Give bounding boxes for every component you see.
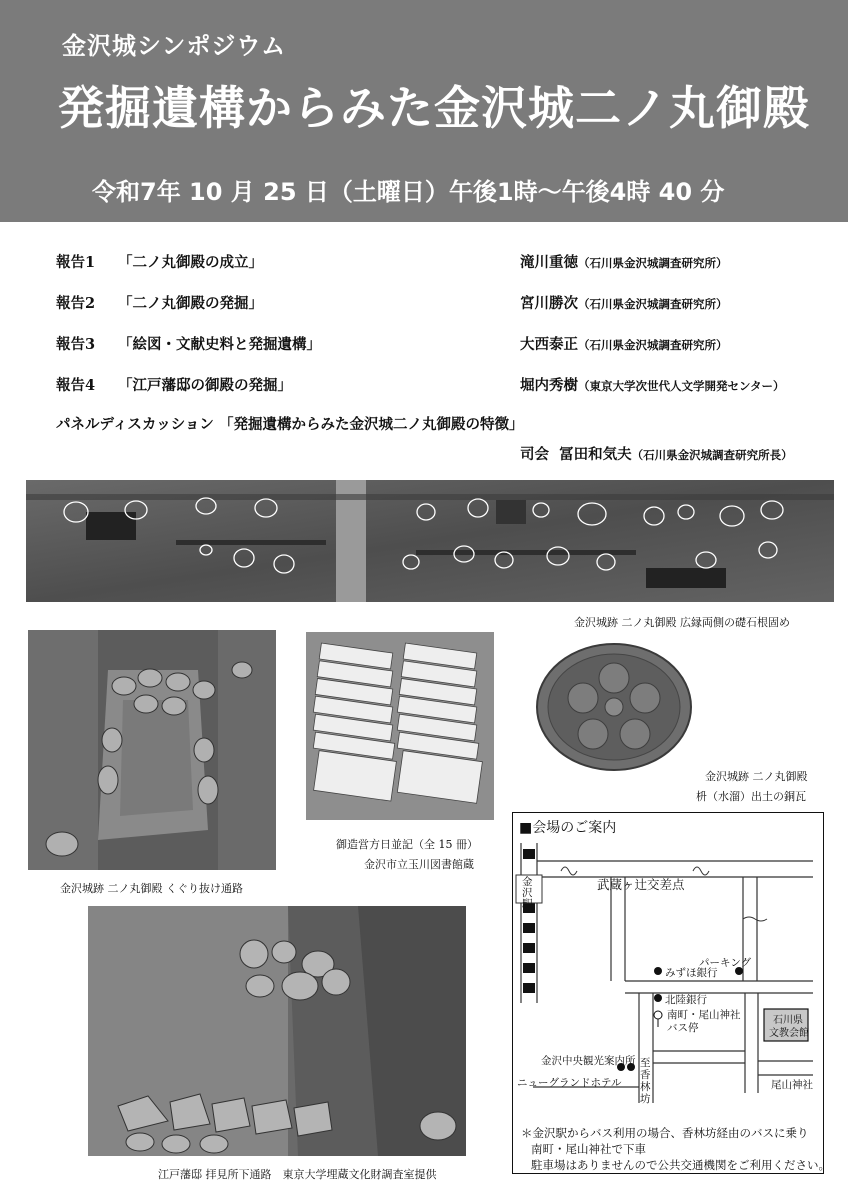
report-4-label: 報告4 — [56, 377, 96, 394]
report-2-title: 「二ノ丸御殿の発掘」 — [118, 295, 263, 312]
report-1-title: 「二ノ丸御殿の成立」 — [118, 254, 263, 271]
aerial-excavation-photo — [26, 480, 834, 602]
map-hokuriku-bank: 北陸銀行 — [665, 994, 707, 1006]
moderator: 司会 冨田和気夫（石川県金沢城調査研究所長） — [520, 446, 793, 463]
tile-caption-2: 枡（水溜）出土の銅瓦 — [696, 790, 806, 803]
map-hotel: ニューグランドホテル — [517, 1077, 622, 1089]
map-note-1: ＊金沢駅からバス利用の場合、香林坊経由のバスに乗り — [521, 1126, 809, 1140]
roof-tile-image — [535, 642, 693, 772]
aerial-caption: 金沢城跡 二ノ丸御殿 広縁両側の礎石根固め — [574, 616, 790, 629]
map-bus-stop-2: バス停 — [667, 1022, 699, 1034]
map-note-2: 南町・尾山神社で下車 — [531, 1142, 646, 1156]
aerial-photo-art — [26, 480, 834, 602]
passage-photo — [28, 630, 276, 870]
map-heading: ■会場のご案内 — [519, 820, 617, 836]
documents-photo — [306, 632, 494, 820]
main-title: 発掘遺構からみた金沢城二ノ丸御殿 — [58, 81, 810, 135]
map-station-label: 金沢駅 — [522, 876, 533, 910]
report-3-label: 報告3 — [56, 336, 96, 353]
map-venue-label-1: 石川県 — [773, 1015, 803, 1026]
report-1-label: 報告1 — [56, 254, 96, 271]
map-oyama-shrine: 尾山神社 — [771, 1079, 813, 1091]
map-note-3: 駐車場はありませんので公共交通機関をご利用ください。 — [531, 1158, 830, 1172]
map-tourist-info: 金沢中央観光案内所 — [541, 1055, 636, 1067]
report-3-title: 「絵図・文献史料と発掘遺構」 — [118, 336, 321, 353]
event-date: 令和7年 10 月 25 日（土曜日）午後1時～午後4時 40 分 — [92, 178, 725, 206]
series-title: 金沢城シンポジウム — [62, 32, 287, 60]
report-1-speaker: 滝川重徳（石川県金沢城調査研究所） — [520, 254, 728, 271]
map-parking-label: パーキング — [699, 957, 752, 969]
panel-discussion: パネルディスカッション 「発掘遺構からみた金沢城二ノ丸御殿の特徴」 — [56, 416, 524, 433]
map-bus-stop-1: 南町・尾山神社 — [667, 1009, 741, 1021]
edo-photo-art — [88, 906, 466, 1156]
map-mizuho-bank: みずほ銀行 — [665, 967, 718, 979]
edo-caption: 江戸藩邸 拝見所下通路 東京大学埋蔵文化財調査室提供 — [158, 1168, 437, 1181]
edo-passage-photo — [88, 906, 466, 1156]
passage-photo-art — [28, 630, 276, 870]
report-2-label: 報告2 — [56, 295, 96, 312]
report-4-title: 「江戸藩邸の御殿の発掘」 — [118, 377, 292, 394]
documents-caption-1: 御造営方日並記（全 15 冊） — [336, 838, 478, 851]
map-korinbo: 至香林坊 — [640, 1057, 651, 1105]
report-2-speaker: 宮川勝次（石川県金沢城調査研究所） — [520, 295, 728, 312]
tile-caption-1: 金沢城跡 二ノ丸御殿 — [705, 770, 808, 783]
map-venue-label-2: 文教会館 — [769, 1028, 809, 1039]
documents-photo-art — [306, 632, 494, 820]
report-3-speaker: 大西泰正（石川県金沢城調査研究所） — [520, 336, 728, 353]
passage-caption: 金沢城跡 二ノ丸御殿 くぐり抜け通路 — [60, 882, 243, 895]
venue-map — [512, 812, 830, 1174]
map-intersection-label: 武蔵ヶ辻交差点 — [597, 877, 685, 892]
report-4-speaker: 堀内秀樹（東京大学次世代人文学開発センター） — [520, 377, 785, 394]
documents-caption-2: 金沢市立玉川図書館蔵 — [364, 858, 474, 871]
